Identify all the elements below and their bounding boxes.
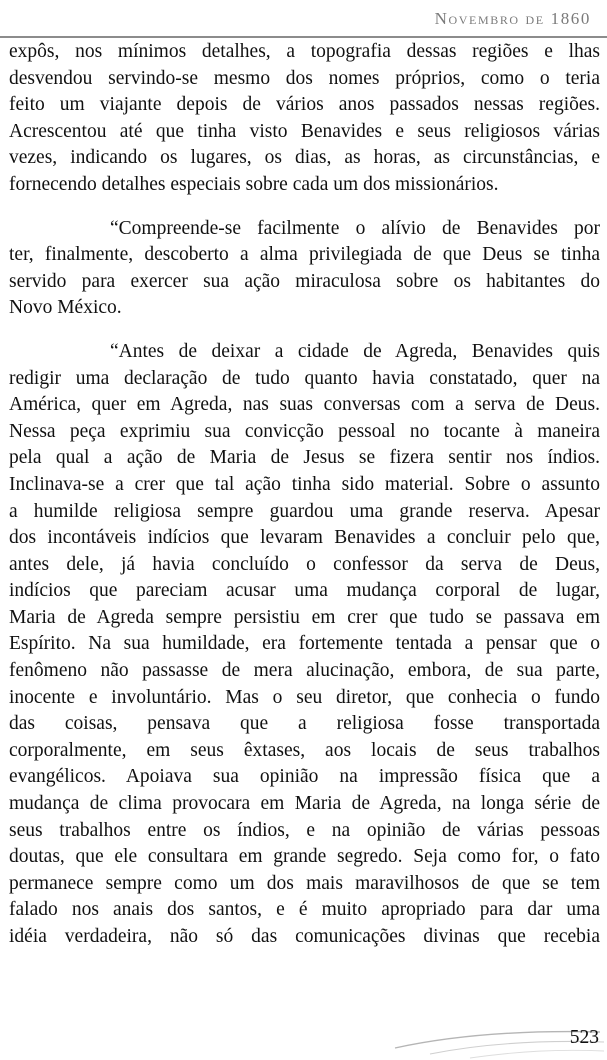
text-line: doutas, que ele consultara em grande segredo. Seja como for, o fato: [9, 846, 600, 868]
text-line: servido para exercer sua ação miraculosa sobre os habitantes do: [9, 270, 600, 292]
text-line: desvendou servindo-se mesmo dos nomes próprios, como o teria: [9, 67, 600, 89]
paragraph-spacer: [9, 322, 600, 339]
body-text: [9, 39, 600, 951]
text-line: Maria de Agreda sempre persistiu em crer que tudo se passava em: [9, 606, 600, 628]
text-line: permanece sempre como um dos mais maravilhosos de que se tem: [9, 872, 600, 894]
page-number: 523: [569, 1027, 599, 1048]
text-line: Acrescentou até que tinha visto Benavides e seus religiosos várias: [9, 120, 600, 142]
paragraph-1: [9, 39, 600, 199]
text-line: seus trabalhos entre os índios, e na opinião de várias pessoas: [9, 819, 600, 841]
text-line: dos incontáveis indícios que levaram Benavides a concluir pelo que,: [9, 527, 600, 549]
footer-swoosh-ornament: [0, 1018, 607, 1060]
text-line: falado nos anais dos santos, e é muito apropriado para dar uma: [9, 899, 600, 921]
header-rule: [0, 36, 607, 38]
text-line: feito um viajante depois de vários anos passados nessas regiões.: [9, 94, 600, 116]
text-line: mudança de clima provocara em Maria de Agreda, na longa série de: [9, 793, 600, 815]
text-line: Espírito. Na sua humildade, era fortemente tentada a pensar que o: [9, 633, 600, 655]
text-line: ter, finalmente, descoberto a alma privilegiada de que Deus se tinha: [9, 244, 600, 266]
text-line: evangélicos. Apoiava sua opinião na impressão física que a: [9, 766, 600, 788]
text-line: Inclinava-se a crer que tal ação tinha sido material. Sobre o assunto: [9, 473, 600, 495]
text-line: das coisas, pensava que a religiosa fosse transportada: [9, 713, 600, 735]
text-line: idéia verdadeira, não só das comunicações divinas que recebia: [9, 926, 600, 947]
paragraph-2: [9, 216, 600, 322]
text-line: pela qual a ação de Maria de Jesus se fizera sentir nos índios.: [9, 447, 600, 469]
paragraph-spacer: [9, 199, 600, 216]
text-line: América, quer em Agreda, nas suas conversas com a serva de Deus.: [9, 394, 600, 416]
text-line: Nessa peça exprimiu sua convicção pessoal no tocante à maneira: [9, 420, 600, 442]
text-line: Novo México.: [9, 297, 122, 319]
running-header: Novembro de 1860: [434, 9, 591, 28]
text-line: inocente e involuntário. Mas o seu diretor, que conhecia o fundo: [9, 686, 600, 708]
text-line: expôs, nos mínimos detalhes, a topografia dessas regiões e lhas: [9, 41, 600, 62]
text-line: fornecendo detalhes especiais sobre cada um dos missionários.: [9, 173, 499, 195]
paragraph-3: [9, 339, 600, 951]
text-line: a humilde religiosa sempre guardou uma grande reserva. Apesar: [9, 500, 600, 522]
text-line: fenômeno não passasse de mera alucinação, embora, de sua parte,: [9, 660, 600, 682]
text-line: redigir uma declaração de tudo quanto havia constatado, quer na: [9, 367, 600, 389]
text-line: antes dele, já havia concluído o confessor da serva de Deus,: [9, 553, 600, 575]
text-line: “Antes de deixar a cidade de Agreda, Benavides quis: [110, 340, 600, 362]
text-line: “Compreende-se facilmente o alívio de Benavides por: [110, 217, 600, 239]
text-line: corporalmente, em seus êxtases, aos locais de seus trabalhos: [9, 739, 600, 761]
text-line: vezes, indicando os lugares, os dias, as horas, as circunstâncias, e: [9, 147, 600, 169]
text-line: indícios que pareciam acusar uma mudança corporal de lugar,: [9, 580, 600, 602]
